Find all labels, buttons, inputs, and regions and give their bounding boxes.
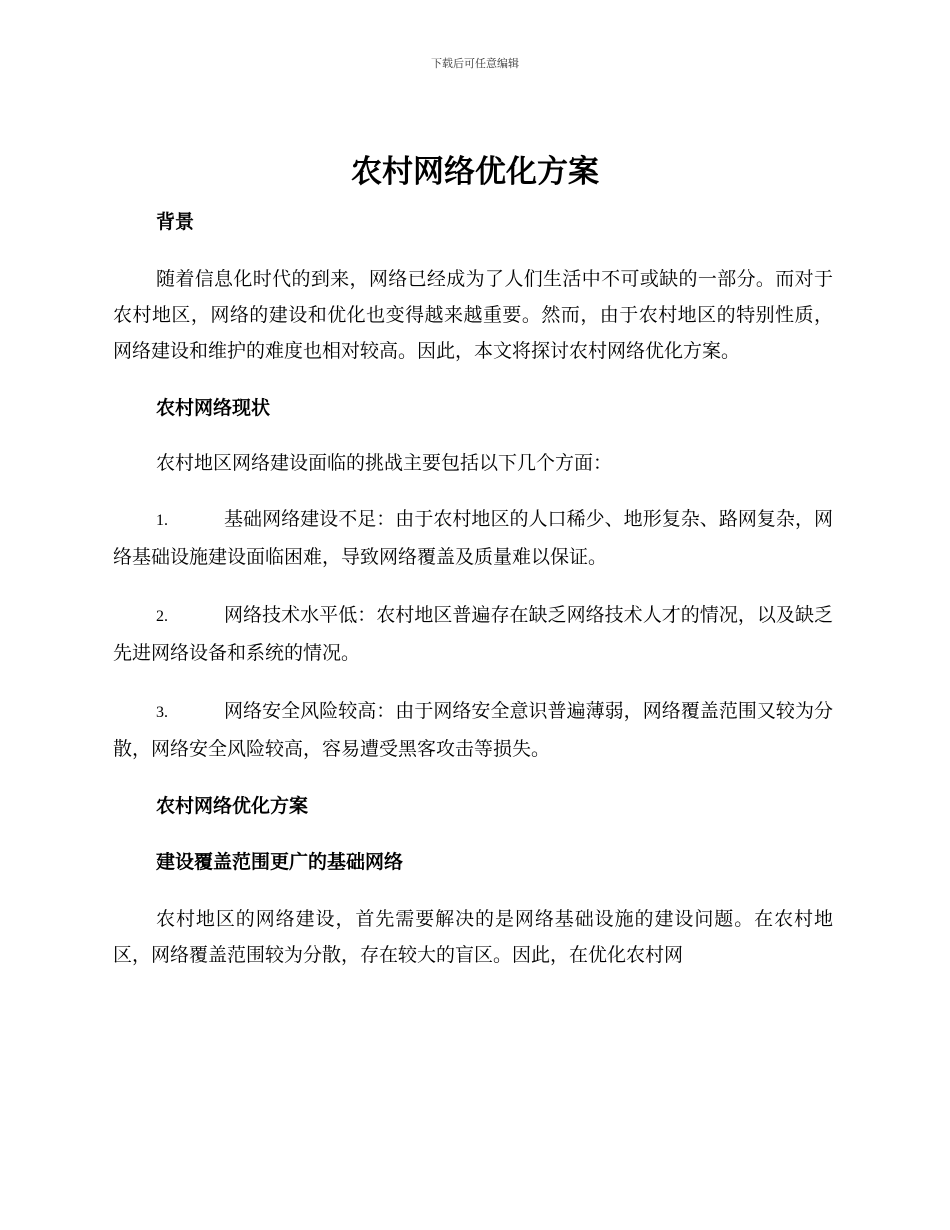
document-title: 农村网络优化方案 — [351, 154, 599, 190]
list-item — [113, 693, 833, 767]
list-item — [113, 597, 833, 671]
list-text: 网络技术水平低：农村地区普遍存在缺乏网络技术人才的情况，以及缺乏先进网络设备和系统的情况。 — [113, 604, 833, 664]
list-number: 3. — [156, 704, 168, 721]
paragraph-background: 随着信息化时代的到来，网络已经成为了人们生活中不可或缺的一部分。而对于农村地区，网络的建设和优化也变得越来越重要。然而，由于农村地区的特别性质，网络建设和维护的难度也相对较高。因此，本文将探讨农村网络优化方案。 — [113, 268, 833, 362]
list-text: 网络安全风险较高：由于网络安全意识普遍薄弱，网络覆盖范围又较为分散，网络安全风险较高，容易遭受黑客攻击等损失。 — [113, 700, 833, 760]
document-body — [113, 205, 833, 973]
list-number: 1. — [156, 512, 168, 529]
header-note: 下载后可任意编辑 — [431, 57, 519, 70]
section-heading-status: 农村网络现状 — [156, 397, 271, 419]
list-item — [113, 501, 833, 575]
paragraph-status-intro: 农村地区网络建设面临的挑战主要包括以下几个方面： — [156, 452, 613, 474]
sub-heading-basic-network: 建设覆盖范围更广的基础网络 — [156, 851, 404, 873]
paragraph-plan: 农村地区的网络建设，首先需要解决的是网络基础设施的建设问题。在农村地区，网络覆盖范围较为分散，存在较大的盲区。因此，在优化农村网 — [113, 908, 833, 966]
list-number: 2. — [156, 608, 168, 625]
section-heading-background: 背景 — [156, 211, 195, 233]
section-heading-plan: 农村网络优化方案 — [156, 795, 309, 817]
list-text: 基础网络建设不足：由于农村地区的人口稀少、地形复杂、路网复杂，网络基础设施建设面临困难，导致网络覆盖及质量难以保证。 — [113, 508, 833, 568]
